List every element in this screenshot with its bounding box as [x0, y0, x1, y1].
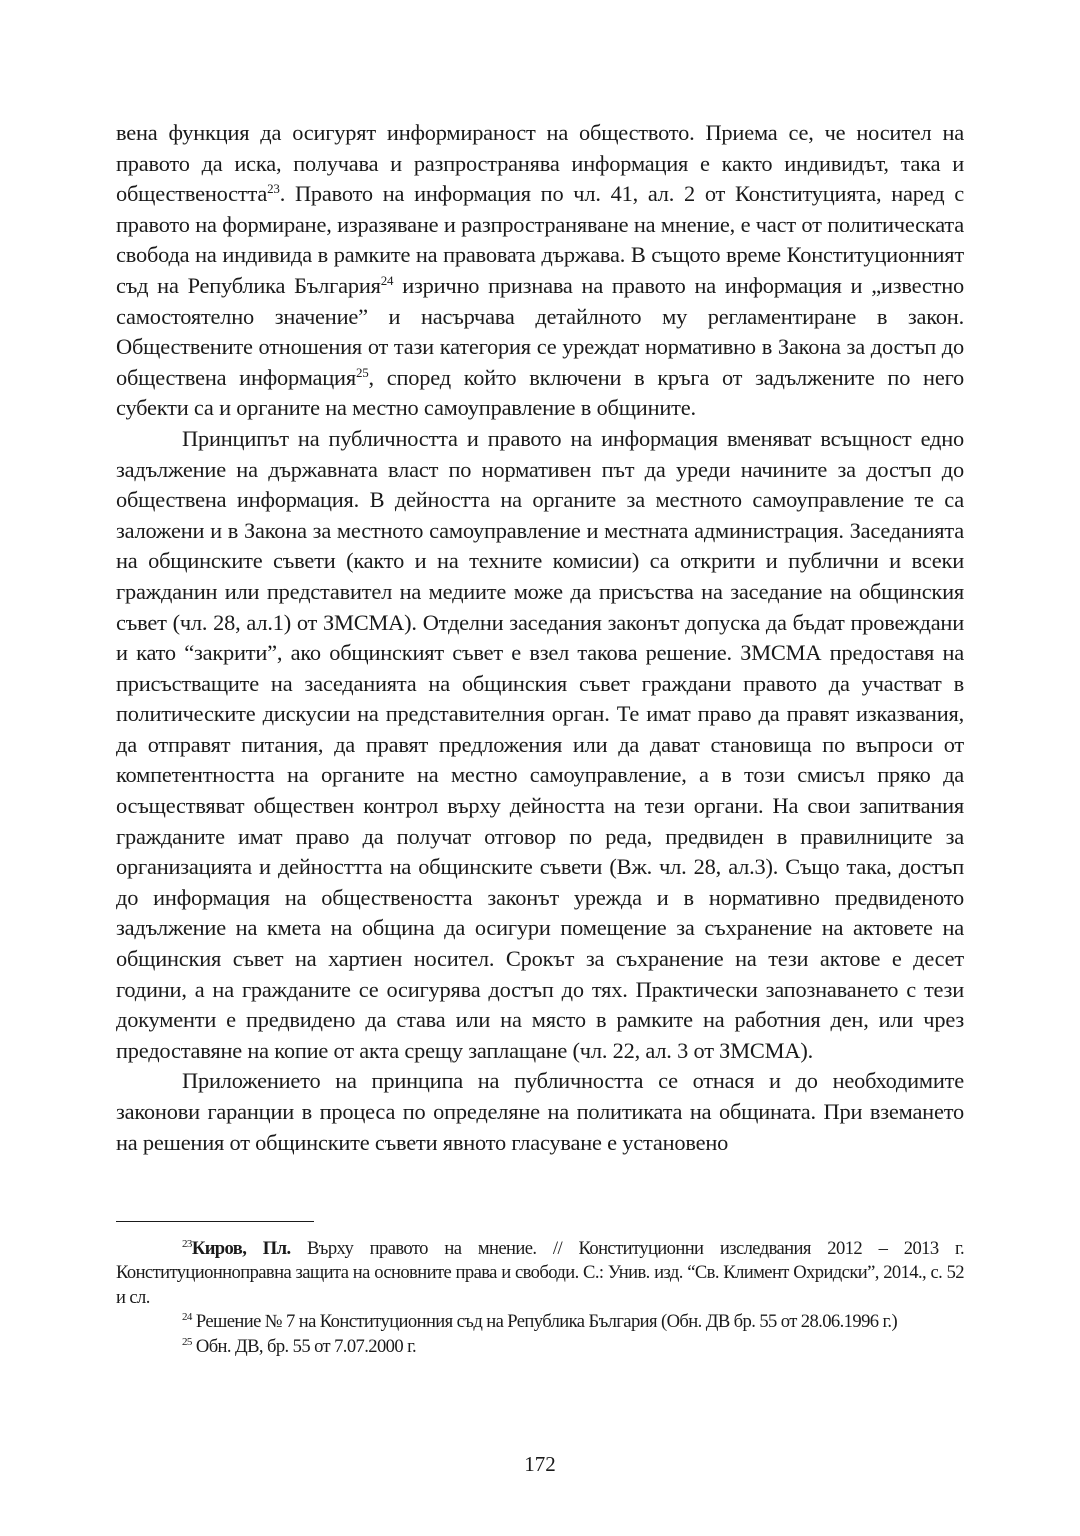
- footnote-ref-24: 24: [380, 272, 394, 288]
- footnote-ref-25: 25: [355, 364, 369, 380]
- footnote-ref-23: 23: [267, 181, 280, 197]
- footnote-25: $^{25}$ Обн. ДВ, бр. 55 от 7.07.2000 г.: [182, 1335, 417, 1357]
- body-text: [116, 118, 964, 1158]
- footnote-author: Киров, Пл.: [191, 1238, 291, 1259]
- footnotes: [116, 1237, 964, 1359]
- paragraph-3: Приложението на принципа на публичността се отнася и до необходимите законови гаранции в процеса по определяне на политиката на общината. При вземането на решения от общинските съвети явното гласуване е установено: [116, 1068, 964, 1155]
- paragraph-2: Принципът на публичността и правото на информация вменяват всъщност едно задължение на държавната власт по нормативен път да уреди начините за достъп до обществена информация. В дейността на органите за местното самоуправление те са заложени и в Закона за местното самоуправление и местната администрация. Заседанията на общинските съвети (както и на техните комисии) са открити и публични и всеки гражданин или представител на медиите може да присъства на заседание на общинския съвет (чл. 28, ал.1) от ЗМСМА). Отделни заседания законът допуска да бъдат провеждани и като “закрити”, ако общинският съвет е взел такова решение. ЗМСМА предоставя на присъстващите на заседанията на общинския съвет граждани правото да участват в политическите дискусии на представителния орган. Те имат право да правят изказвания, да отправят питания, да правят предложения или да дават становища по въпроси от компетентността на органите на местно самоуправление, а в този смисъл пряко да осъществяват обществен контрол върху дейността на тези органи. На свои запитвания гражданите имат право да получат отговор по реда, предвиден в правилниците за организацията и дейносттта на общинските съвети (Вж. чл. 28, ал.3). Също така, достъп до информация на обществеността законът урежда и в нормативно предвиденото задължение на кмета на община да осигури помещение за съхранение на актовете на общинския съвет на хартиен носител. Срокът за съхранение на тези актове е десет години, а на гражданите се осигурява достъп до тях. Практически запознаването с тези документи е предвидено да става или на място в рамките на работния ден, или чрез предоставяне на копие от акта срещу заплащане (чл. 22, ал. 3 от ЗМСМА).: [116, 425, 964, 1063]
- page-number: 172: [524, 1452, 556, 1476]
- footnote-23: $^{23}$Киров, Пл. Върху правото на мнение. // Конституционни изследвания 2012 – 2013 г. Конституционноправна защита на основните права и свободи. С.: Унив. изд. “Св. Климент Охридски”, 2014., с. 52 и сл.: [116, 1238, 964, 1308]
- footnote-separator: [116, 1221, 314, 1222]
- footnote-24: $^{24}$ Решение № 7 на Конституционния съд на Република България (Обн. ДВ бр. 55 от 28.06.1996 г.): [182, 1311, 898, 1333]
- paragraph-1: вена функция да осигурят информираност на обществото. Приема се, че носител на правото да иска, получава и разпространява информация е както индивидът, така и обществеността$^{23}$. Правото на информация по чл. 41, ал. 2 от Конституцията, наред с правото на формиране, изразяване и разпространяване на мнение, е част от политическата свобода на индивида в рамките на правовата държава. В същото време Конституционният съд на Република България$^{24}$ изрично признава на правото на информация и „известно самостоятелно значение” и насърчава детайлното му регламентиране в закон. Обществените отношения от тази категория се уреждат нормативно в Закона за достъп до обществена информация$^{25}$, според който включени в кръга от задължените по него субекти са и органите на местно самоуправление в общините.: [116, 120, 965, 421]
